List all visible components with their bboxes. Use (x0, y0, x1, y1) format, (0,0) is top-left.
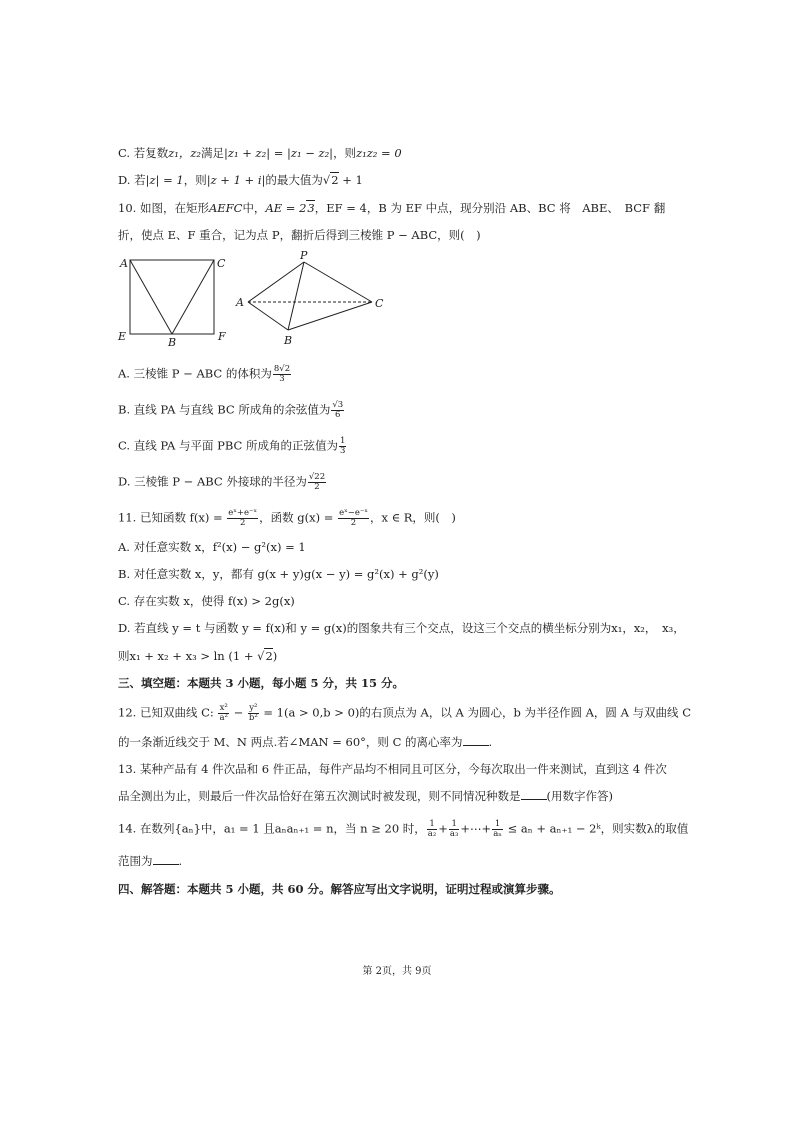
q10-b-text: B. 直线 PA 与直线 BC 所成角的余弦值为 (118, 402, 331, 417)
q14-line2-pre: 范围为 (118, 854, 153, 868)
label-a: A (120, 257, 128, 270)
q10-d-num: √22 (308, 472, 326, 482)
q12-line2-pre: 的一条渐近线交于 M、N 两点.若∠MAN = 60°，则 C 的离心率为 (118, 735, 463, 749)
segment-cb (172, 260, 214, 334)
q12-y-den: b² (248, 713, 258, 723)
q11-d-text1: D. 若直线 y = t 与函数 y = f(x)和 y = g(x)的图象共有三个交点，设这三个交点的横坐标分别为x₁，x₂， x₃， (118, 621, 685, 635)
q14-answer-blank[interactable] (153, 853, 179, 865)
q11-g-den: 2 (350, 518, 357, 528)
section-4-heading: 四、解答题：本题共 5 小题，共 60 分。解答应写出文字说明，证明过程或演算步骤。 (118, 882, 561, 896)
q11-f-num: eˣ+e⁻ˣ (228, 508, 258, 518)
q10-d-den: 2 (314, 482, 320, 492)
q9-d-cond: |z| = 1 (145, 173, 184, 187)
q10-mid: 中， (242, 201, 266, 215)
q11-option-a (118, 539, 306, 555)
q10-ae: AE = 2 (265, 201, 307, 215)
q9-d-expr: |z + 1 + i| (206, 173, 266, 187)
q14-t2-den: a₃ (449, 829, 459, 839)
q10-c-text: C. 直线 PA 与平面 PBC 所成角的正弦值为 (118, 438, 339, 453)
q11-pre: 11. 已知函数 f(x) = (118, 510, 227, 525)
q12-line1 (118, 704, 691, 723)
q12-post: = 1(a > 0,b > 0)的右顶点为 A，以 A 为圆心，b 为半径作圆 A，圆 A 与双曲线 C (259, 705, 691, 720)
label-c: C (217, 257, 226, 270)
q12-y-num: y² (249, 703, 258, 713)
label-b: B (168, 336, 177, 349)
q10-figure (112, 248, 402, 350)
q14-line1 (118, 820, 688, 839)
q10-a-den: 3 (279, 374, 285, 384)
q10-c-den: 3 (340, 446, 346, 456)
q12-pre: 12. 已知双曲线 C: (118, 705, 218, 720)
q14-t2-num: 1 (449, 820, 459, 830)
q11-d-pre: 则x₁ + x₂ + x₃ > ln (1 + (118, 649, 258, 663)
q12-line2 (118, 734, 492, 750)
q13-line2-post: (用数字作答) (546, 789, 613, 803)
q9-d-text: D. 若 (118, 173, 146, 187)
q12-minus: − (229, 705, 247, 720)
q11-mid: ，函数 g(x) = (259, 510, 338, 525)
q10-c-num: 1 (340, 436, 346, 446)
q14-t1-den: a₂ (427, 829, 437, 839)
edge-ab (248, 302, 288, 330)
q11-a-text: A. 对任意实数 x，f²(x) − g²(x) = 1 (118, 540, 306, 554)
q13-line2 (118, 788, 613, 804)
q11-stem (118, 509, 456, 528)
q11-option-d-line2: 则x₁ + x₂ + x₃ > ln (1 + √2) (118, 649, 278, 663)
edge-bc (288, 302, 372, 330)
q10-d-text: D. 三棱锥 P − ABC 外接球的半径为 (118, 474, 307, 489)
q10-rect: AEFC (208, 201, 243, 215)
q12-x-den: a² (219, 713, 228, 723)
q11-f-den: 2 (239, 518, 246, 528)
q10-stem-line2 (118, 227, 481, 243)
q10-a-num: 8√2 (273, 364, 291, 374)
q10-option-c (118, 437, 347, 456)
q13-line1 (118, 761, 667, 777)
q11-d-root: 2 (265, 649, 273, 663)
q14-dots: +⋯+ (460, 821, 492, 836)
q9-option-d: D. 若|z| = 1，则|z + 1 + i|的最大值为√2 + 1 (118, 173, 363, 187)
q13-line2-pre: 品全测出为止，则最后一件次品恰好在第五次测试时被发现，则不同情况种数是 (118, 789, 521, 803)
q9-c-vars: z₁，z₂ (168, 146, 202, 160)
q9-c-mid2: ，则 (333, 146, 357, 160)
label-e: E (118, 330, 127, 343)
q11-post: ，x ∈ R，则( ) (369, 510, 456, 525)
q14-plus: + (438, 821, 448, 836)
q10-b-mid: B 为 EF 中点，现分别沿 AB、BC 将 ABE、 BCF 翻 (378, 201, 666, 215)
q9-d-tail: + 1 (338, 173, 363, 187)
q14-line2 (118, 853, 182, 869)
q14-pre: 14. 在数列{aₙ}中，a₁ = 1 且aₙaₙ₊₁ = n，当 n ≥ 20 时， (118, 821, 426, 836)
q13-answer-blank[interactable] (521, 788, 547, 800)
q9-d-mid2: 的最大值为 (265, 173, 323, 187)
label-b2: B (284, 334, 293, 347)
q10-a-text: A. 三棱锥 P − ABC 的体积为 (118, 366, 272, 381)
label-p: P (300, 249, 308, 262)
q10-ae-root: 3 (307, 201, 315, 215)
q9-d-root: 2 (331, 173, 339, 187)
q10-intro: 10. 如图，在矩形 (118, 201, 209, 215)
segment-ab (130, 260, 172, 334)
q12-answer-blank[interactable] (463, 734, 489, 746)
q11-option-c (118, 593, 295, 609)
q9-d-mid: ，则 (183, 173, 207, 187)
q13-text1: 13. 某种产品有 4 件次品和 6 件正品，每件产品均不相同且可区分，今每次取出一件来测试，直到这 4 件次 (118, 762, 667, 776)
q10-stem-line1 (118, 200, 665, 216)
q10-option-a (118, 365, 292, 384)
q10-option-b (118, 401, 345, 420)
q9-c-text: C. 若复数 (118, 146, 169, 160)
q14-t3-den: aₙ (493, 829, 502, 839)
section-3-heading: 三、填空题：本题共 3 小题，每小题 5 分，共 15 分。 (118, 676, 405, 690)
q10-b-num: √3 (332, 400, 344, 410)
q12-line2-post: . (488, 735, 493, 749)
q9-c-expr: |z₁ + z₂| = |z₁ − z₂| (224, 146, 334, 160)
q11-b-text: B. 对任意实数 x，y，都有 g(x + y)g(x − y) = g²(x) + g²(y) (118, 567, 439, 581)
q11-d-post: ) (272, 649, 278, 663)
label-c2: C (375, 297, 384, 310)
q10-line2: 折，使点 E、F 重合，记为点 P，翻折后得到三棱锥 P − ABC，则( ) (118, 228, 481, 242)
q14-post: ≤ aₙ + aₙ₊₁ − 2ᵏ，则实数λ的取值 (503, 821, 689, 836)
q10-b-den: 6 (335, 410, 341, 420)
q14-t3-num: 1 (492, 820, 503, 830)
q10-ef: ，EF = 4， (314, 201, 379, 215)
q11-g-num: eˣ−e⁻ˣ (339, 508, 368, 518)
q11-c-text: C. 存在实数 x，使得 f(x) > 2g(x) (118, 594, 295, 608)
q9-option-c (118, 145, 402, 161)
q14-line2-post: . (178, 854, 183, 868)
rect-aefc (130, 260, 214, 334)
q10-option-d (118, 473, 327, 492)
q14-t1-num: 1 (427, 820, 437, 830)
label-a2: A (236, 296, 244, 309)
page-footer: 第 2页，共 9页 (362, 966, 432, 977)
q11-option-b (118, 566, 439, 582)
q9-c-mid: 满足 (201, 146, 225, 160)
q11-option-d-line1 (118, 620, 685, 636)
q12-x-num: x² (219, 703, 228, 713)
edge-pc (304, 262, 372, 302)
label-f: F (218, 330, 226, 343)
q9-c-result: z₁z₂ = 0 (356, 146, 402, 160)
